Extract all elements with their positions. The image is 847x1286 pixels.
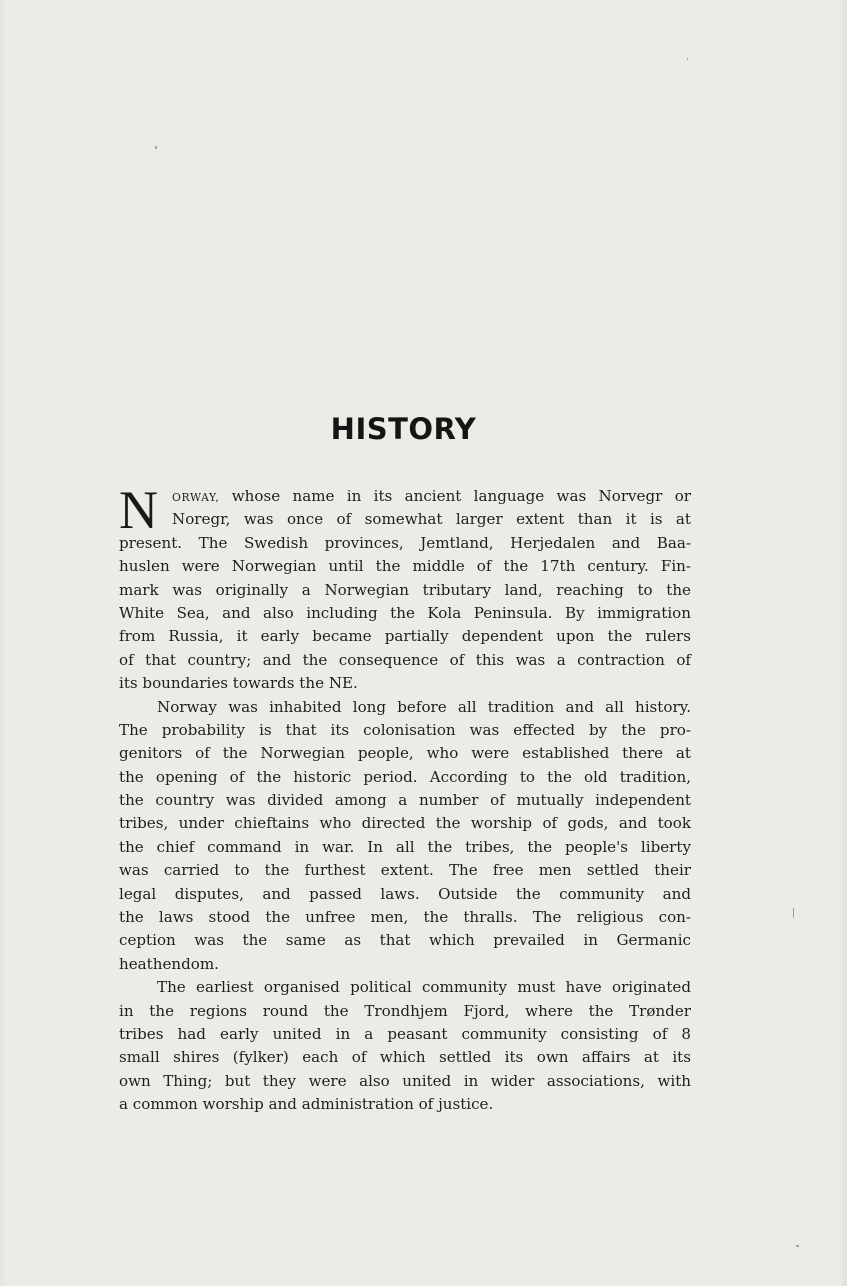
text-line-22: The earliest organised political community must have originated <box>157 978 691 997</box>
text-line-9: its boundaries towards the NE. <box>119 674 358 693</box>
text-line-26: own Thing; but they were also united in wider associations, with <box>119 1071 691 1090</box>
page-title: HISTORY <box>330 412 477 446</box>
body-text <box>119 480 691 1117</box>
text-line-15: tribes, under chieftains who directed the worship of gods, and took <box>119 814 691 833</box>
text-line-10: Norway was inhabited long before all tradition and all history. <box>157 697 691 716</box>
text-line-11: The probability is that its colonisation was effected by the pro- <box>119 720 691 739</box>
text-line-12: genitors of the Norwegian people, who were established there at <box>119 744 691 763</box>
text-line-5: mark was originally a Norwegian tributary land, reaching to the <box>119 580 691 599</box>
text-line-21: heathendom. <box>119 954 219 973</box>
paper-speck <box>796 1245 799 1247</box>
text-line-8: of that country; and the consequence of this was a contraction of <box>119 650 691 669</box>
text-line-17: was carried to the furthest extent. The free men settled their <box>119 861 691 880</box>
text-line-20: ception was the same as that which prevailed in Germanic <box>119 931 691 950</box>
text-line-7: from Russia, it early became partially dependent upon the rulers <box>119 627 691 646</box>
text-line-18: legal disputes, and passed laws. Outside the community and <box>119 884 691 903</box>
text-line-25: small shires (fylker) each of which settled its own affairs at its <box>119 1048 691 1067</box>
paper-speck <box>793 908 794 918</box>
text-line-4: huslen were Norwegian until the middle of the 17th century. Fin- <box>119 557 691 576</box>
paper-speck <box>155 146 157 149</box>
text-line-13: the opening of the historic period. According to the old tradition, <box>119 767 691 786</box>
drop-cap-continuation: ORWAY, <box>172 491 220 504</box>
text-line-2: Noregr, was once of somewhat larger extent than it is at <box>172 510 691 529</box>
text-line-3: present. The Swedish provinces, Jemtland, Herjedalen and Baa- <box>119 533 691 552</box>
text-line-27: a common worship and administration of justice. <box>119 1095 494 1114</box>
text-line-24: tribes had early united in a peasant community consisting of 8 <box>119 1024 691 1043</box>
text-line-1: ORWAY, whose name in its ancient language was Norvegr or <box>172 487 691 505</box>
text-line-16: the chief command in war. In all the tribes, the people's liberty <box>119 837 691 856</box>
text-line-6: White Sea, and also including the Kola Peninsula. By immigration <box>119 603 691 622</box>
text-line-14: the country was divided among a number of mutually independent <box>119 791 691 810</box>
text-line-19: the laws stood the unfree men, the thralls. The religious con- <box>119 908 691 927</box>
paper-speck <box>687 58 688 60</box>
drop-cap: N <box>119 480 158 540</box>
text-line-23: in the regions round the Trondhjem Fjord, where the Trønder <box>119 1001 691 1020</box>
